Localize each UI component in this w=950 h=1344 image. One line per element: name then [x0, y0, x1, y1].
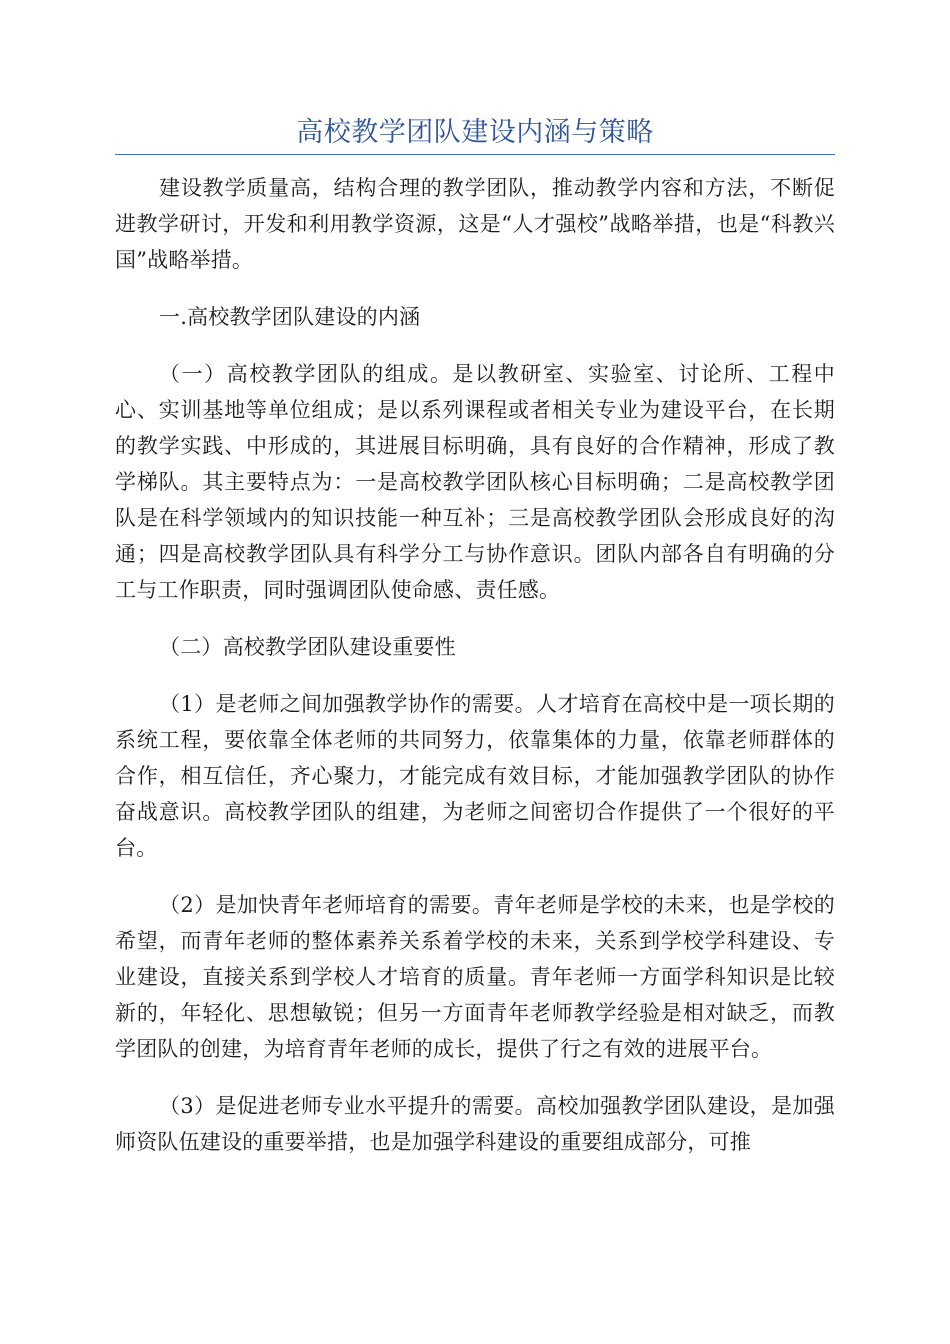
- document-body: [115, 170, 835, 1181]
- section-heading-1: 一.高校教学团队建设的内涵: [159, 305, 421, 329]
- subsection-heading-importance: （二）高校教学团队建设重要性: [159, 635, 456, 659]
- paragraph-intro: 建设教学质量高，结构合理的教学团队，推动教学内容和方法，不断促进教学研讨，开发和利用教学资源，这是“人才强校”战略举措，也是“科教兴国”战略举措。: [115, 176, 835, 272]
- paragraph-point-1: （1）是老师之间加强教学协作的需要。人才培育在高校中是一项长期的系统工程，要依靠全体老师的共同努力，依靠集体的力量，依靠老师群体的合作，相互信任，齐心聚力，才能完成有效目标，才能加强教学团队的协作奋战意识。高校教学团队的组建，为老师之间密切合作提供了一个很好的平台。: [115, 692, 835, 860]
- document-title: 高校教学团队建设内涵与策略: [296, 117, 654, 148]
- paragraph-point-3: （3）是促进老师专业水平提升的需要。高校加强教学团队建设，是加强师资队伍建设的重要举措，也是加强学科建设的重要组成部分，可推: [115, 1094, 835, 1154]
- paragraph-composition: （一）高校教学团队的组成。是以教研室、实验室、讨论所、工程中心、实训基地等单位组成；是以系列课程或者相关专业为建设平台，在长期的教学实践、中形成的，其进展目标明确，具有良好的合作精神，形成了教学梯队。其主要特点为：一是高校教学团队核心目标明确；二是高校教学团队是在科学领域内的知识技能一种互补；三是高校教学团队会形成良好的沟通；四是高校教学团队具有科学分工与协作意识。团队内部各自有明确的分工与工作职责，同时强调团队使命感、责任感。: [115, 362, 835, 602]
- paragraph-point-2: （2）是加快青年老师培育的需要。青年老师是学校的未来，也是学校的希望，而青年老师的整体素养关系着学校的未来，关系到学校学科建设、专业建设，直接关系到学校人才培育的质量。青年老师一方面学科知识是比较新的，年轻化、思想敏锐；但另一方面青年老师教学经验是相对缺乏，而教学团队的创建，为培育青年老师的成长，提供了行之有效的进展平台。: [115, 893, 835, 1061]
- title-underline: [115, 154, 835, 155]
